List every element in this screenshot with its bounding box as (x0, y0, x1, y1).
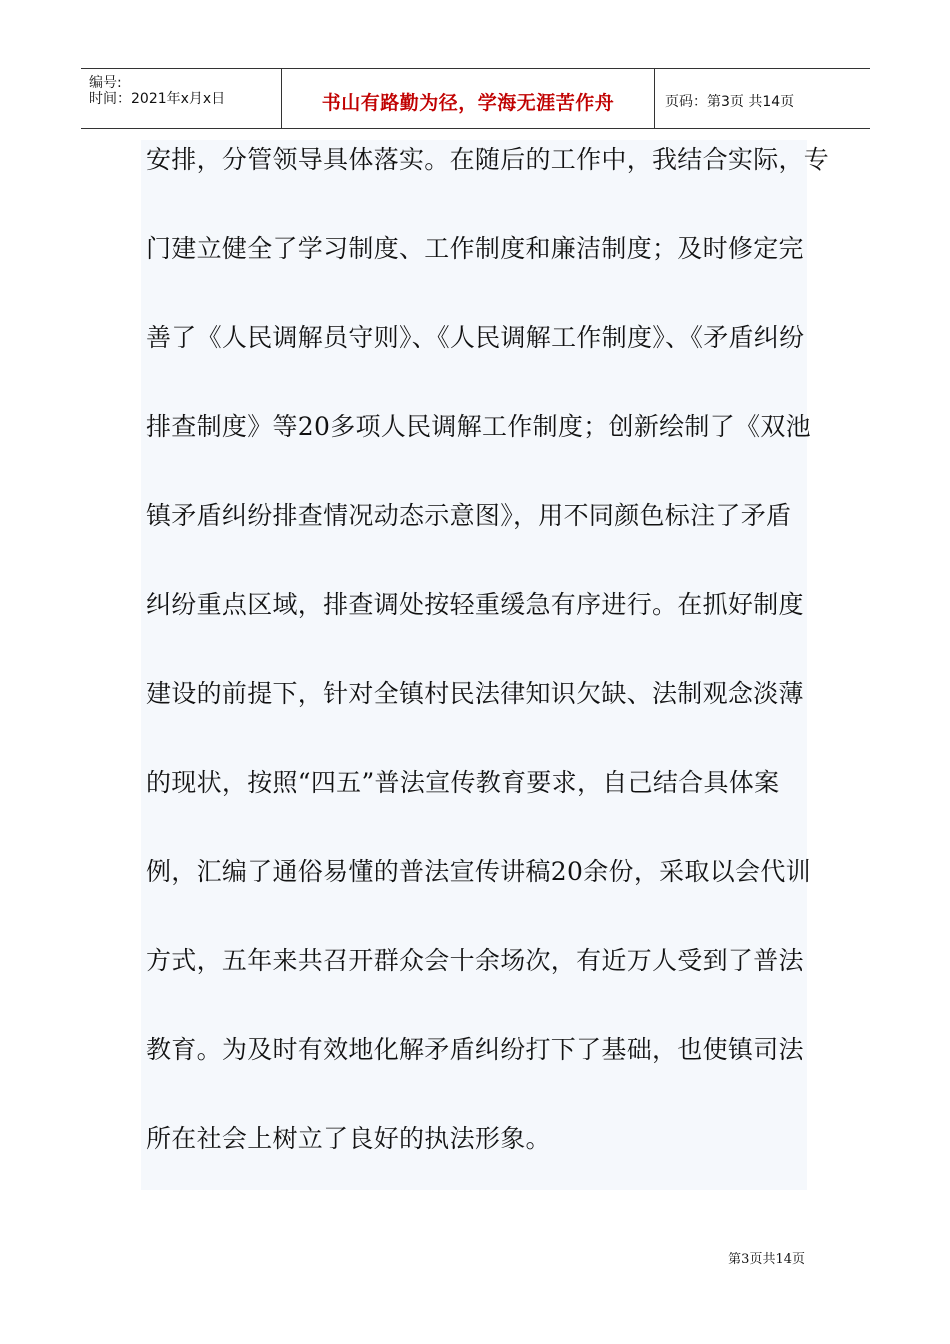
header-motto: 书山有路勤为径，学海无涯苦作舟 (321, 92, 615, 114)
body-line: 教育。为及时有效地化解矛盾纠纷打下了基础，也使镇司法 (146, 1035, 804, 1064)
body-line: 建设的前提下，针对全镇村民法律知识欠缺、法制观念淡薄 (146, 679, 804, 708)
body-line: 方式，五年来共召开群众会十余场次，有近万人受到了普法 (146, 946, 804, 975)
body-line: 镇矛盾纠纷排查情况动态示意图》，用不同颜色标注了矛盾 (146, 501, 792, 530)
body-line: 善了《人民调解员守则》、《人民调解工作制度》、《矛盾纠纷 (146, 323, 805, 352)
header-page-cell (655, 69, 870, 128)
page-footer: 第3页共14页 (728, 1252, 805, 1267)
body-line: 例，汇编了通俗易懂的普法宣传讲稿20余份，采取以会代训 (146, 857, 811, 886)
document-date-label: 时间：2021年x月x日 (89, 91, 226, 107)
body-line: 排查制度》等20多项人民调解工作制度；创新绘制了《双池 (146, 412, 811, 441)
body-line: 的现状，按照“四五”普法宣传教育要求，自己结合具体案 (146, 768, 780, 797)
body-line: 门建立健全了学习制度、工作制度和廉洁制度；及时修定完 (146, 234, 804, 263)
header-meta-cell (81, 69, 282, 128)
header-page-code: 页码：第3页 共14页 (665, 94, 795, 110)
body-line: 纠纷重点区域，排查调处按轻重缓急有序进行。在抓好制度 (146, 590, 804, 619)
document-header (81, 68, 870, 129)
document-number-label: 编号: (89, 75, 122, 91)
body-text (141, 140, 830, 1190)
body-line: 所在社会上树立了良好的执法形象。 (146, 1124, 551, 1153)
body-line: 安排，分管领导具体落实。在随后的工作中，我结合实际，专 (146, 145, 830, 174)
header-motto-cell (282, 69, 655, 128)
